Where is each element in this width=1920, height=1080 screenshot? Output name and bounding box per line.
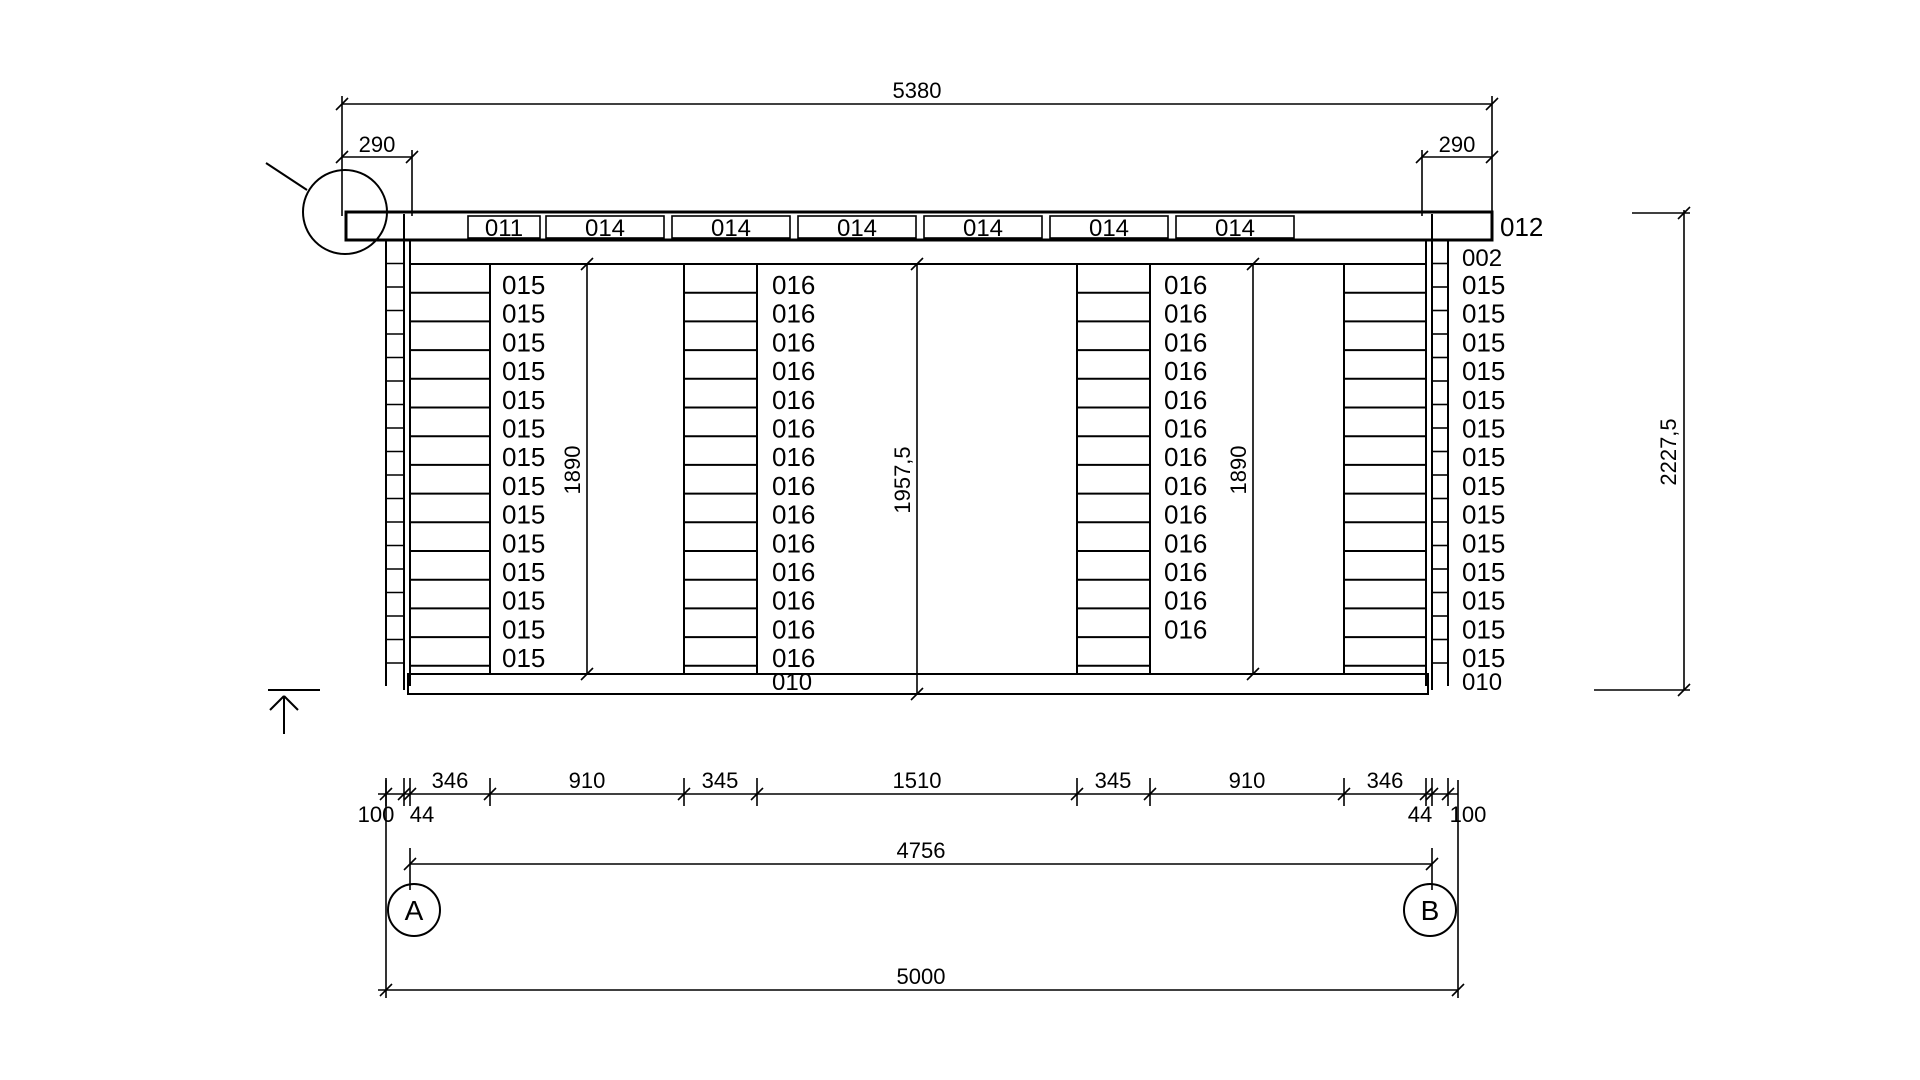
- code-015-left: 015: [502, 442, 546, 473]
- dimension-overall-height: [1594, 207, 1690, 696]
- axis-b-label: B: [1420, 895, 1440, 926]
- bottom-segment-label: 910: [1228, 768, 1266, 793]
- code-016-mid-right: 016: [1164, 442, 1208, 473]
- top-row-code: 014: [836, 215, 878, 242]
- bottom-segment-label: 1510: [892, 768, 942, 793]
- code-016-mid-left: 016: [772, 499, 816, 530]
- code-016-mid-right: 016: [1164, 499, 1208, 530]
- overall-height-label: 2227,5: [1656, 418, 1681, 486]
- dimension-base-length: [378, 780, 1464, 998]
- code-016-mid-left: 016: [772, 270, 816, 300]
- dimension-overhang-right: [1416, 132, 1498, 216]
- code-015-right: 015: [1462, 270, 1506, 300]
- bottom-segment-label: 346: [1366, 768, 1404, 793]
- axis-marker-a: [388, 884, 440, 936]
- bottom-segment-label: 345: [701, 768, 739, 793]
- code-016-mid-right: 016: [1164, 585, 1208, 616]
- top-row-code: 014: [1088, 215, 1130, 242]
- part-codes: [502, 270, 1505, 673]
- code-015-right: 015: [1462, 643, 1506, 674]
- code-012: 012: [1500, 212, 1544, 242]
- code-016-mid-right: 016: [1164, 557, 1208, 587]
- bottom-segment-label: 345: [1094, 768, 1132, 793]
- axis-distance-label: 4756: [896, 838, 946, 863]
- axis-a-label: A: [404, 895, 424, 926]
- axis-marker-b: [1404, 884, 1456, 936]
- dimension-overall-width: [336, 78, 1498, 216]
- code-015-right: 015: [1462, 356, 1506, 387]
- code-015-left: 015: [502, 499, 546, 530]
- overall-width-label: 5380: [892, 78, 942, 103]
- code-015-right: 015: [1462, 614, 1506, 645]
- code-016-mid-right: 016: [1164, 356, 1208, 387]
- top-row-code: 014: [710, 215, 752, 242]
- code-015-left: 015: [502, 384, 546, 415]
- code-015-right: 015: [1462, 528, 1506, 559]
- code-015-left: 015: [502, 528, 546, 559]
- code-015-right: 015: [1462, 499, 1506, 530]
- dimension-axis-distance: [404, 838, 1438, 890]
- code-016-mid-left: 016: [772, 327, 816, 358]
- bottom-segment-labels: [432, 768, 1404, 793]
- code-015-right: 015: [1462, 557, 1506, 587]
- code-016-mid-left: 016: [772, 643, 816, 674]
- code-015-left: 015: [502, 643, 546, 674]
- code-016-mid-left: 016: [772, 298, 816, 329]
- opening-height-right-label: 1890: [1226, 445, 1251, 495]
- code-015-left: 015: [502, 413, 546, 444]
- code-015-right: 015: [1462, 384, 1506, 415]
- opening-height-left: [560, 258, 593, 680]
- opening-height-right: [1226, 258, 1259, 680]
- top-row-code: 011: [484, 215, 524, 242]
- bottom-segment-label: 346: [431, 768, 469, 793]
- bottom-edge-labels: [358, 802, 1487, 827]
- code-015-right: 015: [1462, 413, 1506, 444]
- opening-height-center-label: 1957,5: [890, 446, 915, 514]
- code-016-mid-left: 016: [772, 528, 816, 559]
- code-010-right: 010: [1462, 669, 1503, 696]
- code-015-right: 015: [1462, 442, 1506, 473]
- edge-right-100: 100: [1449, 802, 1487, 827]
- code-015-right: 015: [1462, 298, 1506, 329]
- edge-left-100: 100: [357, 802, 395, 827]
- code-015-right: 015: [1462, 585, 1506, 616]
- level-arrow-icon: [268, 690, 320, 734]
- code-016-mid-left: 016: [772, 442, 816, 473]
- top-row-codes: [468, 215, 1294, 242]
- code-016-mid-left: 016: [772, 356, 816, 387]
- code-016-mid-right: 016: [1164, 384, 1208, 415]
- code-015-right: 015: [1462, 327, 1506, 358]
- code-015-left: 015: [502, 356, 546, 387]
- code-016-mid-left: 016: [772, 614, 816, 645]
- code-016-mid-right: 016: [1164, 327, 1208, 358]
- code-016-mid-left: 016: [772, 585, 816, 616]
- top-row-code: 014: [1214, 215, 1256, 242]
- top-row-code: 014: [962, 215, 1004, 242]
- code-016-mid-right: 016: [1164, 528, 1208, 559]
- code-002: 002: [1462, 245, 1503, 272]
- code-015-left: 015: [502, 298, 546, 329]
- overhang-right-label: 290: [1438, 132, 1476, 157]
- code-015-left: 015: [502, 614, 546, 645]
- edge-right-44: 44: [1407, 802, 1433, 827]
- code-016-mid-right: 016: [1164, 270, 1208, 300]
- code-016-mid-right: 016: [1164, 470, 1208, 501]
- code-015-right: 015: [1462, 470, 1506, 501]
- code-016-mid-left: 016: [772, 557, 816, 587]
- code-016-mid-left: 016: [772, 413, 816, 444]
- code-016-mid-right: 016: [1164, 614, 1208, 645]
- bottom-segment-label: 910: [568, 768, 606, 793]
- code-015-left: 015: [502, 557, 546, 587]
- overhang-left-label: 290: [358, 132, 396, 157]
- code-015-left: 015: [502, 327, 546, 358]
- code-016-mid-right: 016: [1164, 298, 1208, 329]
- code-016-mid-left: 016: [772, 470, 816, 501]
- code-015-left: 015: [502, 470, 546, 501]
- top-row-code: 014: [584, 215, 626, 242]
- opening-height-left-label: 1890: [560, 445, 585, 495]
- code-016-mid-right: 016: [1164, 413, 1208, 444]
- base-length-label: 5000: [896, 964, 946, 989]
- code-015-left: 015: [502, 585, 546, 616]
- edge-left-44: 44: [409, 802, 435, 827]
- opening-height-center: [890, 258, 923, 700]
- code-010-center: 010: [772, 669, 813, 696]
- code-015-left: 015: [502, 270, 546, 300]
- dimension-overhang-left: [336, 132, 418, 216]
- code-016-mid-left: 016: [772, 384, 816, 415]
